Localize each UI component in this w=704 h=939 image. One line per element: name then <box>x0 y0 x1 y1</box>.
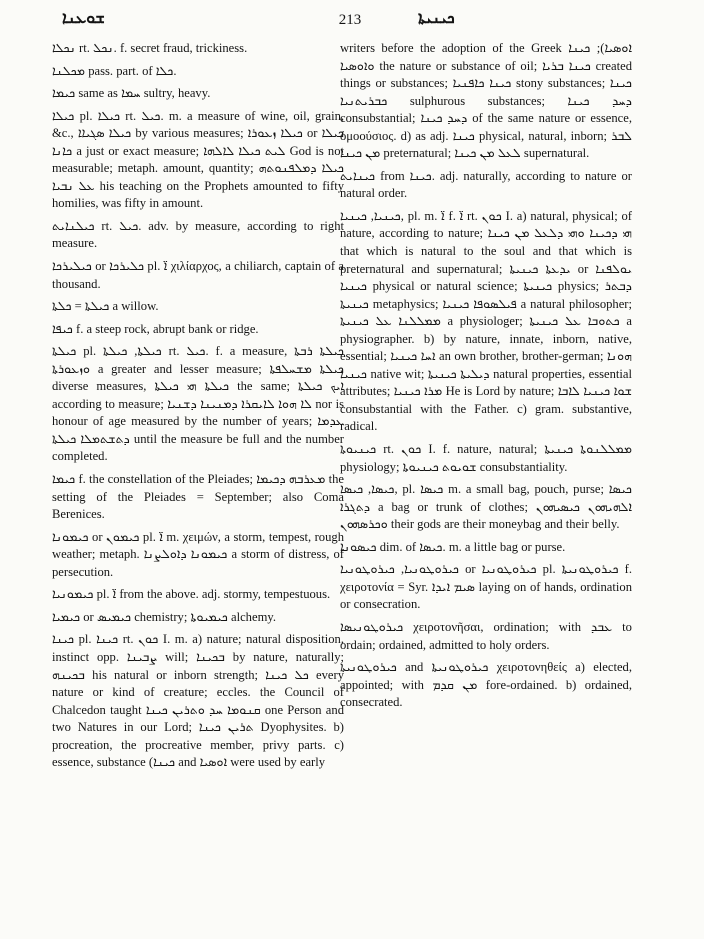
entry: writers before the adoption of the Greek ܐܘܣܝܐ); ܟܝܢܐ ܘܐܘܣܝܐ the nature or substance of oil; ܟܝܢܐ ܒܪܝܐ created things or substances; ܟܝܢܐ ܟܐܦܢܝܐ stony substances; ܟܝܢܐ ܟܒܪܝܬܢܝܐ sulphurous substances; ܕܚܕ ܟܝܢܐ consubstantial; ܕܚܕ ܟܝܢܐ of the same nature or essence, ὁμοούσιος. d) as adj. ܟܝܢܐ physical, natural, inborn; ܠܒܪ ܡܢ ܟܝܢܐ preternatural; ܠܥܠ ܡܢ ܟܝܢܐ supernatural. <box>340 41 633 161</box>
left-column <box>52 40 344 777</box>
entry: ܟܝܠܢܐܝܬ rt. ܟܝܠ. adv. by measure, according to right measure. <box>52 218 345 251</box>
page-number: 213 <box>338 12 362 28</box>
entry: ܟܝܡܘܢܝܐ pl. ܐ̈ from the above. adj. stormy, tempestuous. <box>52 587 331 602</box>
entry: ܟܝܡܝܐ or ܟܝܡܝܣ chemistry; ܟܝܡܝܘܬܐ alchemy. <box>52 609 276 624</box>
entry: ܟܝܪܘܛܘܢܝܐ, ܟܝܪܘܛܘܢܝܐ or ܟܝܪܘܛܘܢܝܐ pl. ܟܝܪܘܛܘܢܝܬܐ f. χειροτονία = Syr. ܣܝܡ ܐܝܕܐ laying on of hands, ordination or consecration. <box>340 562 632 612</box>
entry: ܟܝܣܘܢܐ dim. of ܟܝܣܐ. m. a little bag or purse. <box>340 539 566 554</box>
entry: ܟܝܡܐ f. the constellation of the Pleiades; ܡܥܪܒܗ ܕܟܝܡܐ the setting of the Pleiades = September; also Coma Berenices. <box>52 472 344 522</box>
header-left-word: ܫܘܥܢܐ <box>62 8 105 27</box>
entry: ܟܝܪܘܛܘܢܝܣܐ χειροτονῆσαι, ordination; with ܥܒܕ to ordain; ordained, admitted to holy orders. <box>340 619 632 652</box>
header-right-word: ܟܝܢܝܬܐ <box>418 8 455 27</box>
entry: ܟܝܠܬܐ = ܟܠܬܐ a willow. <box>52 299 159 314</box>
entry: ܡܟܠܢܐ pass. part. of ܟܠܐ. <box>52 63 177 78</box>
entry: ܟܝܡܘܢܐ or ܟܝܡܘܢ pl. ܐ̈ m. χειμών, a storm, tempest, rough weather; metaph. ܟܝܡܘܢܐ ܕܐܘܠܨܢܐ a storm of distress, of persecution. <box>52 529 344 579</box>
entry: ܟܝܠܐ pl. ܟܝܠܐ rt. ܟܝܠ. m. a measure of wine, oil, grain, &c., ܟܝܠܐ ܣܓܝܐܐ by various measures; ܟܝܠܐ ܙܥܘܪܐ or ܟܝܠܐ ܟܐܢܐ a just or exact measure; ܠܝܬ ܟܝܠܐ ܠܐܠܗܐ God is not measurable; metaph. amount, quantity; ܟܝܠܐ ܕܡܠܦܢܘܬܗ ܥܠ ܢܒܝܐ his teaching on the Prophets amounted to fifty homilies, was fifty in amount. <box>52 108 345 211</box>
entry: ܟܝܪܘܛܘܢܝܬܐ and ܟܝܪܘܛܘܢܝܬܐ χειροτονηθείς a) elected, appointed; with ܡܢ ܩܕܡ fore-ordained. b) ordained, consecrated. <box>340 660 632 710</box>
entry: ܟܝܡܐ same as ܚܡܐ sultry, heavy. <box>52 86 211 101</box>
entry: ܟܝܠܝܪܟܐ or ܟܠܝܪܟܐ pl. ܐ̈ χιλίαρχος, a chiliarch, captain of a thousand. <box>52 259 344 291</box>
entry: ܟܝܢܝܐ, ܟܝܢܝܐ, pl. m. ܐ̈ f. ܐ̈ rt. ܟܘܢ I. a) natural, physical; of nature, according to nature; ܗܝ ܕܟܝܢܐ ܘܗܝ ܕܠܥܠ ܡܢ ܟܝܢܐ that which is natural to the soul and that which is preternatural and supernatural; ܝܕܥܬܐ ܟܝܢܝܬܐ or ܝܘܠܦܢܐ ܟܝܢܝܐ physical or natural science; ܟܝܢܝܬܐ physics; ܕܒܬܪ ܟܝܢܝܬܐ metaphysics; ܦܝܠܣܘܦܐ ܟܝܢܝܐ a natural philosopher; ܡܡܠܠܢܐ ܥܠ ܟܝܢܝܬܐ a physiologer; ܟܬܘܒܐ ܥܠ ܟܝܢܝܬܐ a physiographer. b) by nature, innate, inborn, native, essential; ܐܚܐ ܟܝܢܝܐ an own brother, brother-german; ܗܘܢܐ ܟܝܢܝܐ native wit; ܕܝܠܝܬܐ ܟܝܢܝܬܐ natural properties, essential attributes; ܡܪܐ ܟܝܢܝܐ He is Lord by nature; ܫܘܐ ܟܝܢܝܐ ܠܐܒܐ consubstantial with the Father. c) gram. substantive, radical. <box>340 208 633 434</box>
entry: ܟܝܠܬܐ pl. ܟܝܠܬܐ, ܟܝܠܬܐ rt. ܟܝܠ. f. a measure, ܟܝܠܬܐ ܪܒܬܐ ܘܙܥܘܪܬܐ a greater and lesser measure; ܟܝܠܬܐ ܡܫܚܠܦܬܐ diverse measures, ܟܝܠܬܐ ܗܝ ܟܝܠܬܐ the same; ܐܝܟ ܟܝܠܬܐ according to measure; ܠܐ ܗܘܐ ܠܐܝܩܪܐ ܕܡܢܝܢܐ ܕܫܢܝܐ nor is honour of age measured by the number of years; ܥܕܡܐ ܕܬܫܬܡܠܐ ܟܝܠܬܐ until the measure be full and the number completed. <box>52 344 345 464</box>
right-column <box>340 40 632 717</box>
entry: ܢܟܠܐ rt. ܢܟܠ. f. secret fraud, trickiness. <box>52 41 248 55</box>
entry: ܟܝܦܐ f. a steep rock, abrupt bank or ridge. <box>52 321 259 336</box>
entry: ܟܝܢܐܝܬ from ܟܝܢܐ. adj. naturally, according to nature or natural order. <box>340 168 632 201</box>
entry: ܟܝܢܝܘܬܐ rt. ܟܘܢ I. f. nature, natural; ܡܡܠܠܢܘܬܐ ܟܝܢܝܬܐ physiology; ܫܘܝܘܬ ܟܝܢܝܘܬܐ consubstantiality. <box>340 442 632 474</box>
entry: ܟܝܣܐ, ܟܝܣܐ, pl. ܟܝܣܐ m. a small bag, pouch, purse; ܟܝܣܐ ܕܬܓܪܐ a bag or trunk of clothes; ܐܠܗܝܗܘܢ ܟܝܣܝܗܘܢ ܘܟܪܣܗܘܢ their gods are their moneybag and their belly. <box>340 482 632 532</box>
entry: ܟܝܢܐ pl. ܟܝܢܐ rt. ܟܘܢ I. m. a) nature; natural disposition, instinct opp. ܨܒܝܢܐ will; ܒܟܝܢܐ by nature, naturally; ܒܟܝܢܗ his natural or inborn strength; ܟܠ ܟܝܢܐ every nature or kind of creature; eccles. the Council of Chalcedon taught ܩܢܘܡܐ ܚܕ ܘܬܪܝܢ ܟܝܢܐ one Person and two Natures in our Lord; ܬܪܝܢ ܟܝܢܐ Dyophysites. b) procreation, the procreative member, privy parts. c) essence, substance (ܟܝܢܐ and ܐܘܣܝܐ were used by early <box>52 632 345 770</box>
